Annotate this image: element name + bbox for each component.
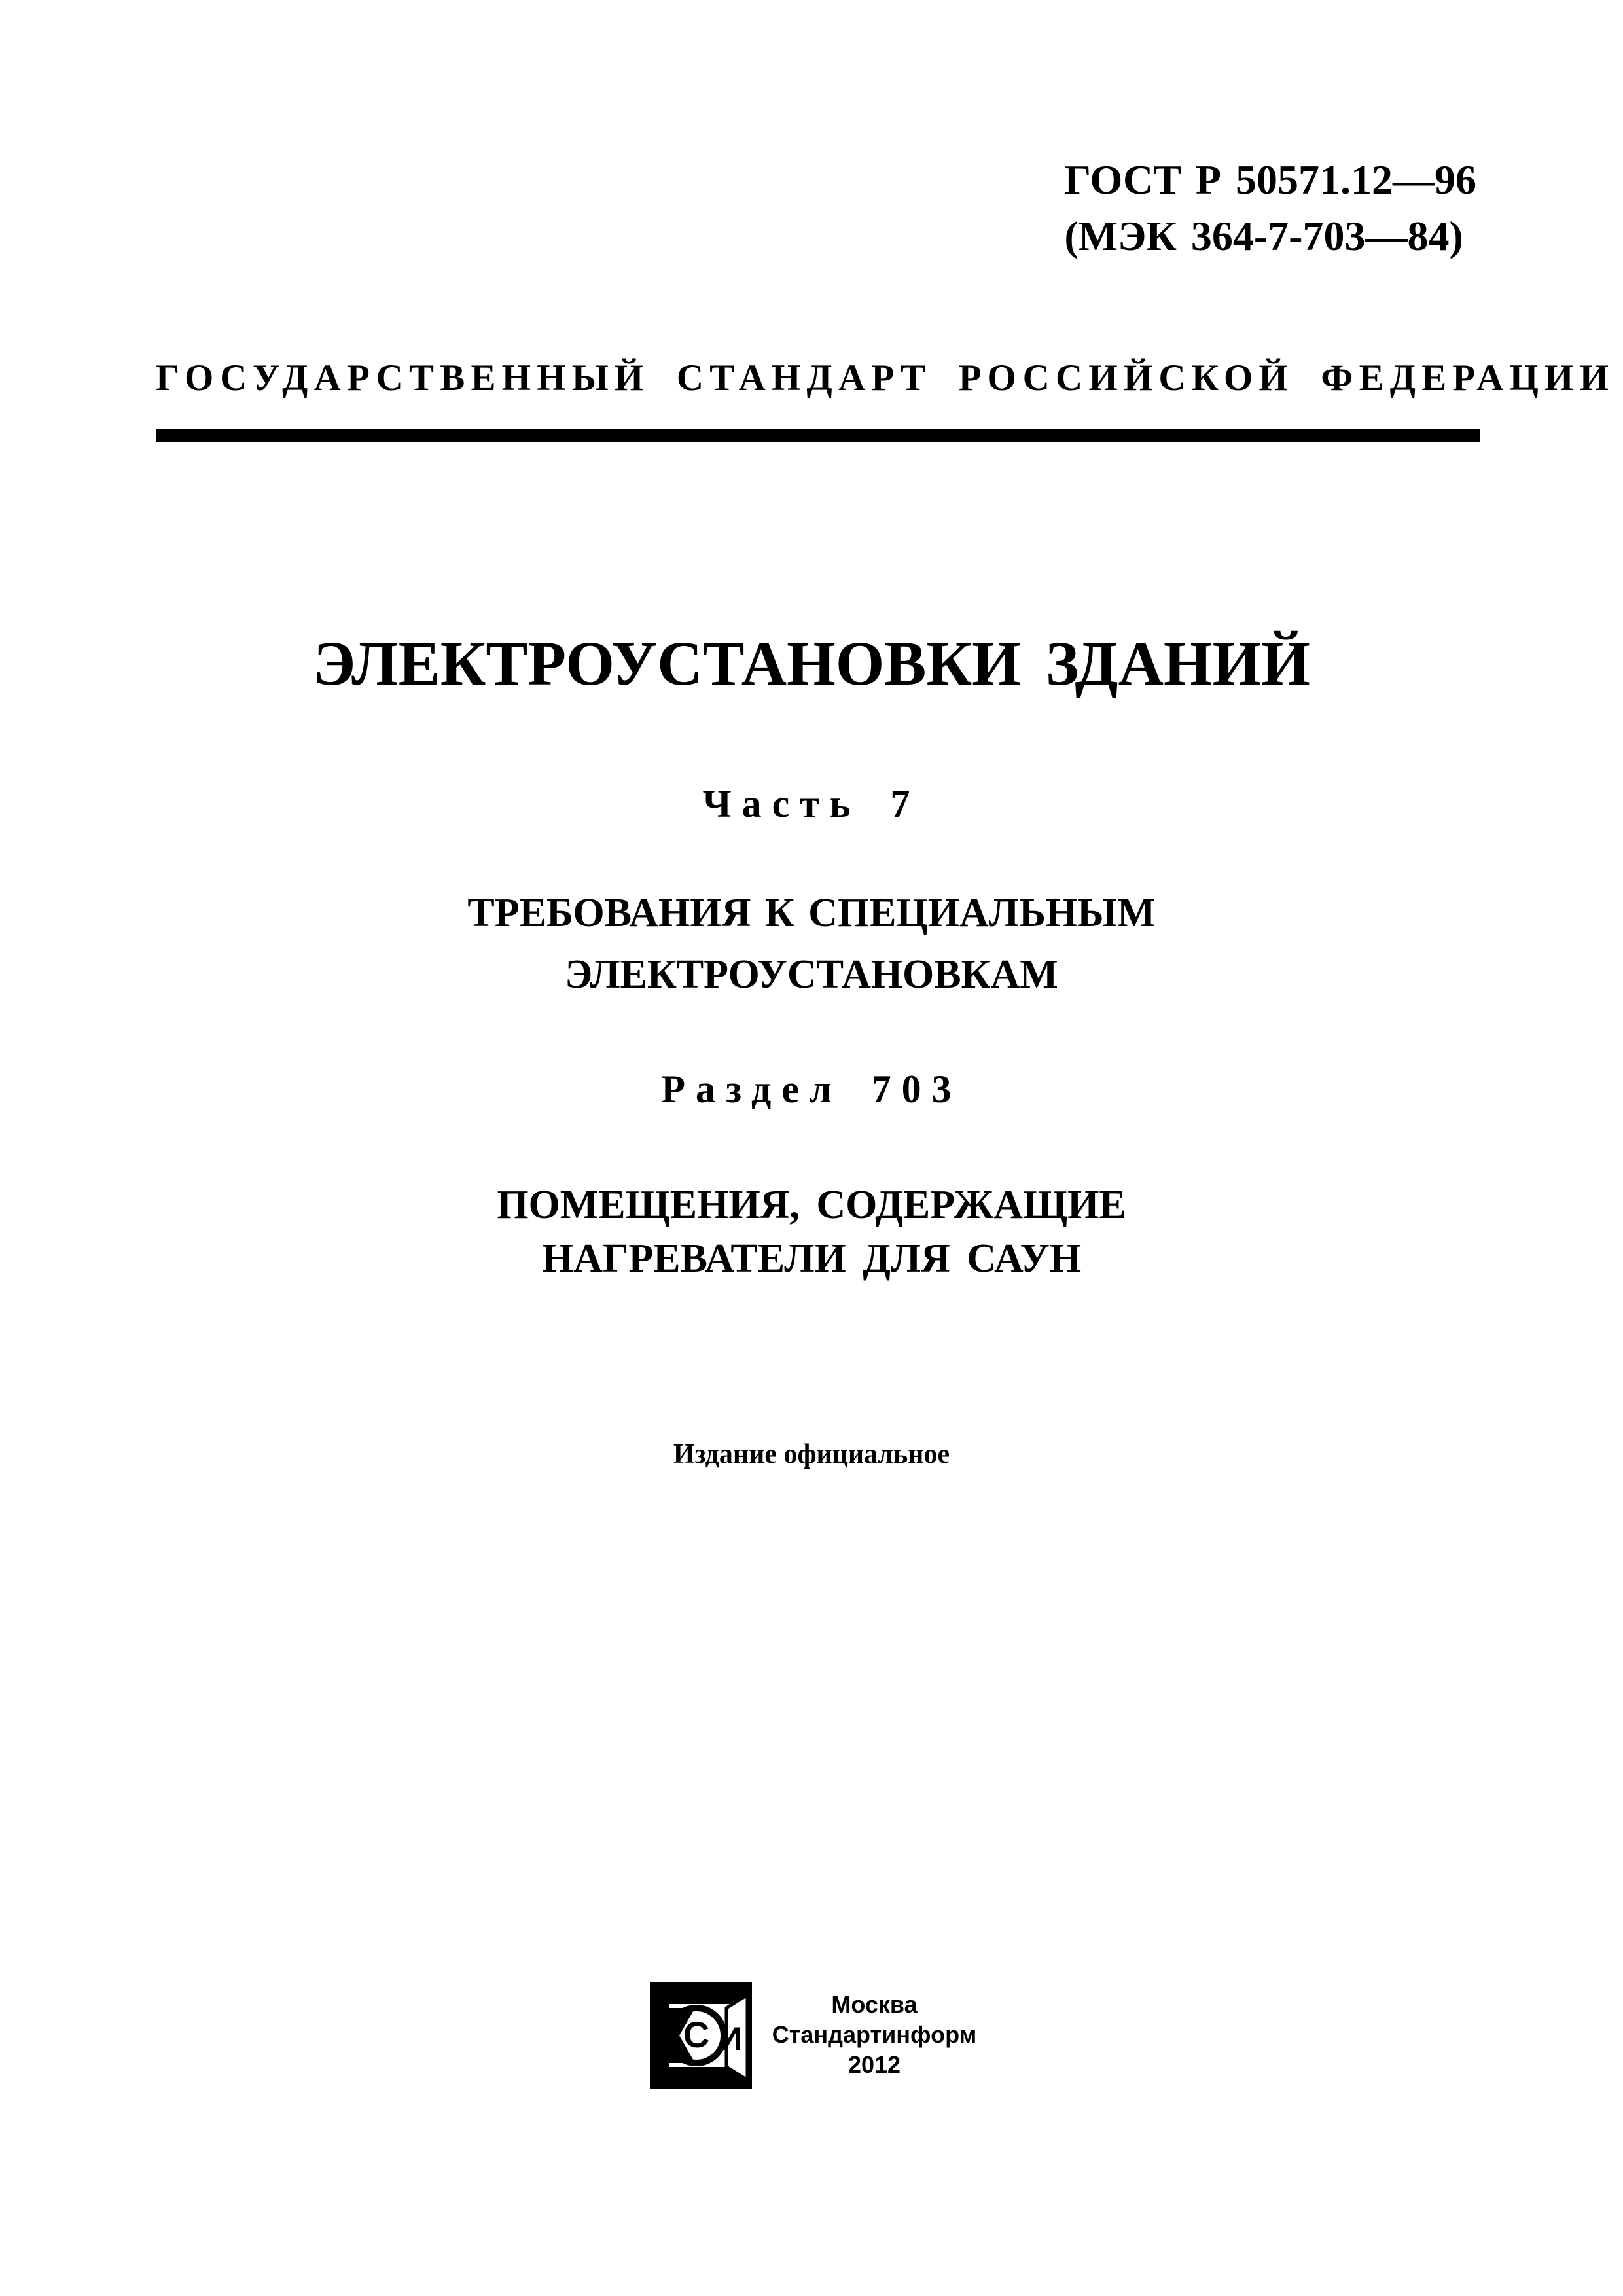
edition-note: Издание официальное [673,1439,950,1469]
section-title-line: ПОМЕЩЕНИЯ, СОДЕРЖАЩИЕ [497,1183,1126,1227]
part-title [0,882,1623,1005]
iec-reference: (МЭК 364-7-703—84) [1064,213,1463,259]
publisher-city: Москва [831,1991,918,2018]
publisher-imprint [757,1990,992,2080]
publisher-name: Стандартинформ [772,2021,977,2048]
part-label: Часть 7 [702,782,921,825]
publisher-year: 2012 [847,2051,901,2078]
standard-designation [1064,152,1476,264]
svg-text:С: С [683,2014,710,2055]
heading-rule [156,429,1480,442]
part-title-line: ТРЕБОВАНИЯ К СПЕЦИАЛЬНЫМ [467,891,1156,935]
standartinform-logo-icon [649,1982,753,2089]
part-title-line: ЭЛЕКТРОУСТАНОВКАМ [565,952,1058,997]
section-label: Раздел 703 [661,1067,962,1111]
main-title: ЭЛЕКТРОУСТАНОВКИ ЗДАНИЙ [313,628,1310,698]
gost-number: ГОСТ Р 50571.12—96 [1064,156,1476,203]
state-standard-heading: ГОСУДАРСТВЕННЫЙ СТАНДАРТ РОССИЙСКОЙ ФЕДЕРАЦИИ [156,357,1615,399]
section-title [0,1178,1623,1285]
svg-text:И: И [719,2020,742,2057]
section-title-line: НАГРЕВАТЕЛИ ДЛЯ САУН [541,1236,1082,1281]
